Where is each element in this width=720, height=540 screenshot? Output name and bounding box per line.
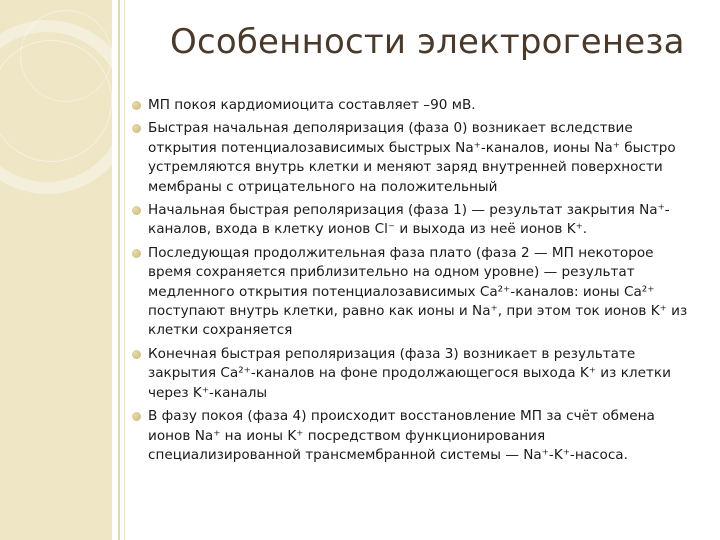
- list-item-text: Начальная быстрая реполяризация (фаза 1) — результат закрытия Na⁺-каналов, входа в клетку ионов Cl⁻ и выхода из неё ионов K⁺.: [148, 202, 670, 238]
- bullet-icon: [132, 350, 141, 359]
- bullet-list: [132, 96, 700, 469]
- decorative-side-panel: [0, 0, 112, 540]
- list-item-text: В фазу покоя (фаза 4) происходит восстановление МП за счёт обмена ионов Na⁺ на ионы K⁺ посредством функционирования специализированной трансмембранной системы — Na⁺-K⁺-насоса.: [148, 408, 655, 463]
- list-item-text: Последующая продолжительная фаза плато (фаза 2 — МП некоторое время сохраняется приблизительно на одном уровне) — результат медленного открытия потенциалозависимых Ca²⁺-каналов: ионы Ca²⁺ поступают внутрь клетки, равно как ионы и Na⁺, при этом ток ионов K⁺ из клетки сохраняется: [148, 244, 688, 339]
- list-item-text: Конечная быстрая реполяризация (фаза 3) возникает в результате закрытия Ca²⁺-каналов на фоне продолжающегося выхода K⁺ из клетки через K⁺-каналы: [148, 345, 671, 401]
- bullet-icon: [132, 412, 141, 421]
- list-item: [132, 119, 700, 197]
- decorative-ring: [20, 10, 112, 102]
- list-item-text: МП покоя кардиомиоцита составляет –90 мВ.: [148, 97, 476, 113]
- list-item: [132, 201, 700, 240]
- list-item-text: Быстрая начальная деполяризация (фаза 0) возникает вследствие открытия потенциалозависимых быстрых Na⁺-каналов, ионы Na⁺ быстро устремляются внутрь клетки и меняют заряд внутренней поверхности мембраны с отрицательного на положительный: [148, 120, 676, 195]
- slide-title: Особенности электрогенеза: [170, 22, 685, 62]
- bullet-icon: [132, 124, 141, 133]
- divider-line: [124, 0, 125, 540]
- list-item: [132, 244, 700, 341]
- list-item: [132, 407, 700, 465]
- divider-line: [118, 0, 120, 540]
- bullet-icon: [132, 206, 141, 215]
- list-item: [132, 96, 700, 115]
- bullet-icon: [132, 249, 141, 258]
- list-item: [132, 345, 700, 403]
- bullet-icon: [132, 101, 141, 110]
